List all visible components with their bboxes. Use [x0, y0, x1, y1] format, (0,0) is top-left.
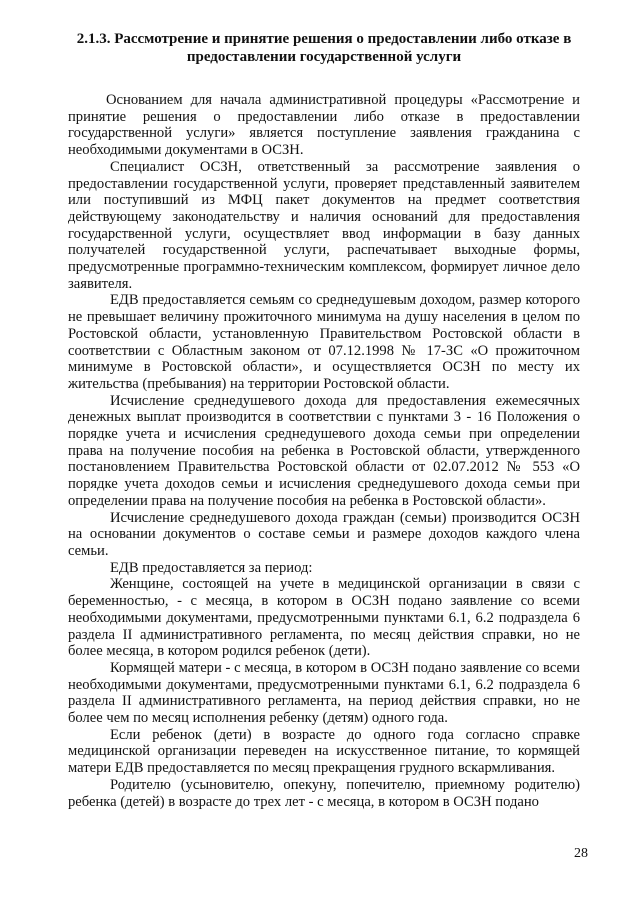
- document-page: [68, 30, 580, 810]
- paragraph-income-calculation: Исчисление среднедушевого дохода для предоставления ежемесячных денежных выплат производится в соответствии с пунктами 3 - 16 Положения о порядке учета и исчисления среднедушевого дохода семьи при определении права на получение пособия на ребенка в Ростовской области, утвержденного постановлением Правительства Ростовской области от 02.07.2012 № 553 «О порядке учета доходов семьи и исчисления среднедушевого дохода семьи при определении права на получение пособия на ребенка в Ростовской области».: [68, 392, 580, 509]
- paragraph-parent: Родителю (усыновителю, опекуну, попечителю, приемному родителю) ребенка (детей) в возрасте до трех лет - с месяца, в котором в ОСЗН подано: [68, 776, 580, 810]
- paragraph-artificial-feeding: Если ребенок (дети) в возрасте до одного года согласно справке медицинской организации переведен на искусственное питание, то кормящей матери ЕДВ предоставляется по месяц прекращения грудного вскармливания.: [68, 726, 580, 777]
- paragraph-nursing-mother: Кормящей матери - с месяца, в котором в ОСЗН подано заявление со всеми необходимыми документами, предусмотренными пунктами 6.1, 6.2 подраздела 6 раздела II административного регламента, на период действия справки, но не более чем по месяц исполнения ребенку (детям) одного года.: [68, 659, 580, 727]
- paragraph-income-basis: Исчисление среднедушевого дохода граждан (семьи) производится ОСЗН на основании документов о составе семьи и размере доходов каждого члена семьи.: [68, 509, 580, 559]
- paragraph-pregnant-woman: Женщине, состоящей на учете в медицинской организации в связи с беременностью, - с месяца, в котором в ОСЗН подано заявление со всеми необходимыми документами, предусмотренными пунктами 6.1, 6.2 подраздела 6 раздела II административного регламента, по месяц действия справки, но не более месяца, в котором родился ребенок (дети).: [68, 576, 580, 660]
- paragraph-period-intro: ЕДВ предоставляется за период:: [110, 559, 313, 576]
- paragraph-specialist: Специалист ОСЗН, ответственный за рассмотрение заявления о предоставлении государственной услуги, проверяет представленный заявителем или поступивший из МФЦ пакет документов на предмет соответствия действующему законодательству и наличия оснований для предоставления государственной услуги, осуществляет ввод информации в базу данных получателей государственной услуги, распечатывает выходные формы, предусмотренные программно-техническим комплексом, формирует личное дело заявителя.: [68, 158, 580, 292]
- body-text: [68, 92, 580, 810]
- paragraph-basis: Основанием для начала административной процедуры «Рассмотрение и принятие решения о предоставлении либо отказе в предоставлении государственной услуги» является поступление заявления гражданина с необходимыми документами в ОСЗН.: [68, 92, 580, 159]
- section-heading: 2.1.3. Рассмотрение и принятие решения о предоставлении либо отказе в предоставлении государственной услуги: [76, 31, 572, 65]
- paragraph-edv-eligibility: ЕДВ предоставляется семьям со среднедушевым доходом, размер которого не превышает величину прожиточного минимума на душу населения в целом по Ростовской области, установленную Правительством Ростовской области в соответствии с Областным законом от 07.12.1998 № 17-ЗС «О прожиточном минимуме в Ростовской области», и осуществляется ОСЗН по месту их жительства (пребывания) на территории Ростовской области.: [68, 292, 580, 392]
- page-number: 28: [574, 846, 588, 861]
